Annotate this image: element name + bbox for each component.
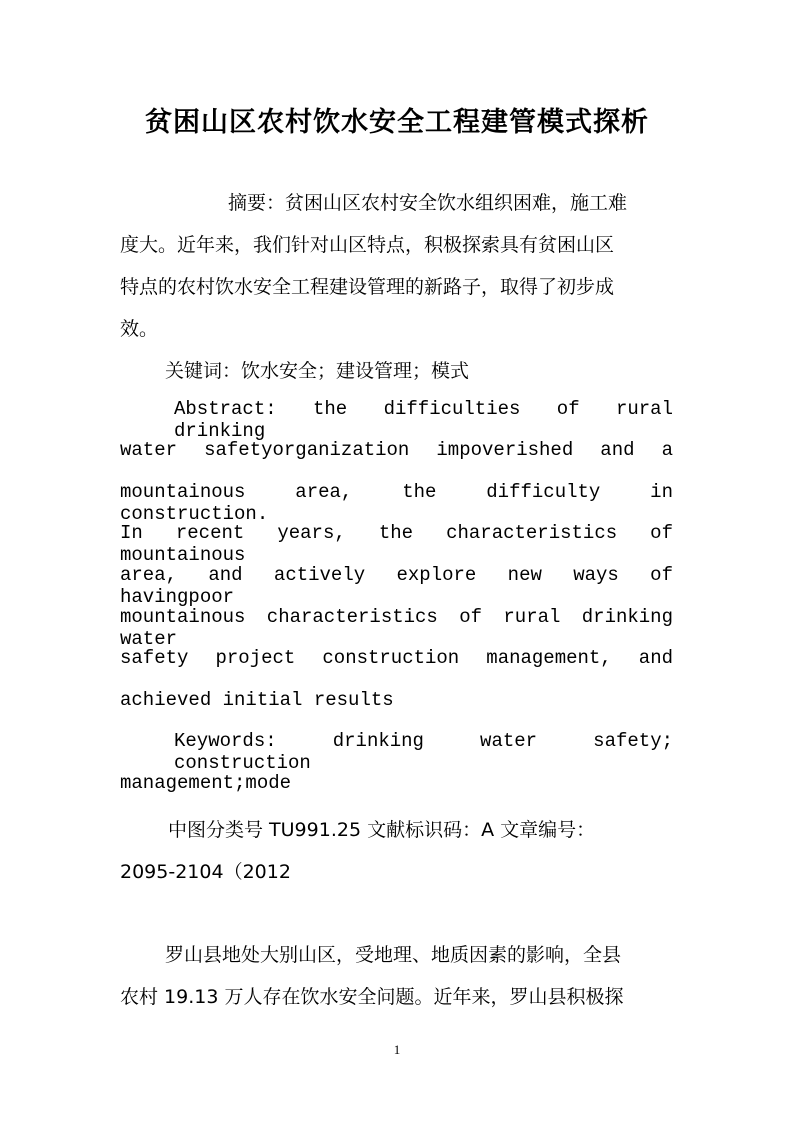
abstract-en-line-8: achieved initial results bbox=[120, 689, 394, 711]
classification-line-2: 2095-2104（2012 bbox=[120, 861, 291, 883]
paper-title: 贫困山区农村饮水安全工程建管模式探析 bbox=[145, 107, 649, 138]
body-line-1: 罗山县地处大别山区，受地理、地质因素的影响，全县 bbox=[165, 944, 622, 966]
keywords-en-line-2: management;mode bbox=[120, 772, 292, 794]
keywords-en-line-1: Keywords: drinking water safety; construction bbox=[174, 730, 673, 774]
abstract-en-line-6: mountainous characteristics of rural drinking water bbox=[120, 606, 673, 650]
abstract-en-line-7: safety project construction management, and bbox=[120, 647, 673, 669]
keywords-cn: 关键词：饮水安全；建设管理；模式 bbox=[165, 360, 470, 382]
abstract-en-line-3: mountainous area, the difficulty in construction. bbox=[120, 481, 673, 525]
classification-line-1: 中图分类号 TU991.25 文献标识码：A 文章编号： bbox=[168, 819, 596, 841]
abstract-cn-line-4: 效。 bbox=[120, 318, 159, 340]
abstract-cn-line-1: 摘要：贫困山区农村安全饮水组织困难，施工难 bbox=[228, 192, 628, 214]
abstract-en-line-4: In recent years, the characteristics of mountainous bbox=[120, 522, 673, 566]
page-number: 1 bbox=[393, 1042, 401, 1057]
abstract-en-line-2: water safetyorganization impoverished and a bbox=[120, 439, 673, 461]
abstract-en-line-1: Abstract: the difficulties of rural drinking bbox=[174, 398, 673, 442]
body-line-2: 农村 19.13 万人存在饮水安全问题。近年来，罗山县积极探 bbox=[120, 986, 624, 1008]
abstract-cn-line-3: 特点的农村饮水安全工程建设管理的新路子，取得了初步成 bbox=[120, 276, 615, 298]
abstract-en-line-5: area, and actively explore new ways of havingpoor bbox=[120, 564, 673, 608]
abstract-cn-line-2: 度大。近年来，我们针对山区特点，积极探索具有贫困山区 bbox=[120, 234, 615, 256]
